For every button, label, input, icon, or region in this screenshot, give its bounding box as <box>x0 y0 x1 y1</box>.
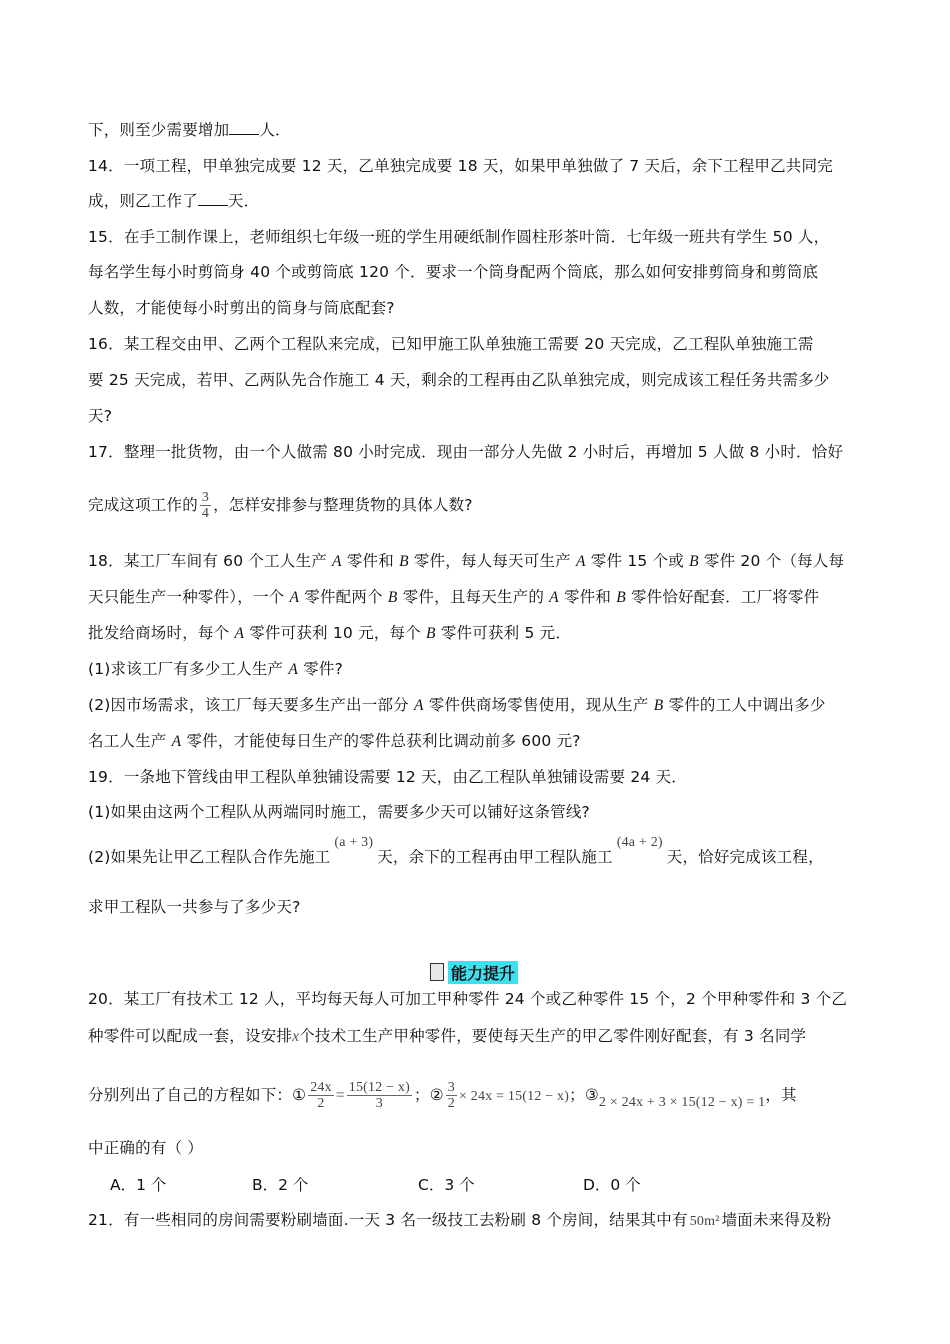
q19-text: 天，余下的工程再由甲工程队施工 <box>377 848 613 866</box>
equals-sign: = <box>335 1087 345 1104</box>
q18-line1 <box>88 549 844 571</box>
q19-part2-line2: 求甲工程队一共参与了多少天? <box>88 898 301 916</box>
q18-text: 零件的工人中调出多少 <box>663 696 826 714</box>
option-a[interactable]: A．1 个 <box>110 1176 167 1194</box>
q14-text-end: 天． <box>227 192 260 210</box>
expr-4a-plus-2: (4a + 2) <box>616 835 663 850</box>
var-a: A <box>576 553 586 570</box>
frac-numerator: 3 <box>201 490 210 505</box>
q18-text: 零件可获利 10 元，每个 <box>244 624 427 642</box>
separator: ；② <box>414 1086 444 1104</box>
option-d[interactable]: D．0 个 <box>583 1176 641 1194</box>
eq1-right-fraction <box>347 1080 412 1111</box>
q18-text: 零件可获利 5 元． <box>435 624 572 642</box>
q17-text: 完成这项工作的 <box>88 496 198 514</box>
frac-denominator: 3 <box>375 1096 383 1111</box>
q18-text: 零件配两个 <box>299 588 388 606</box>
q18-text: 零件? <box>298 660 344 678</box>
q18-text: 零件和 <box>558 588 617 606</box>
frac-denominator: 2 <box>447 1096 455 1111</box>
q17-text-end: ，怎样安排参与整理货物的具体人数? <box>213 496 473 514</box>
q17-line2 <box>88 490 473 521</box>
q17-line1: 17．整理一批货物，由一个人做需 80 小时完成．现由一部分人先做 2 小时后，再增加 5 人做 8 小时．恰好 <box>88 443 844 461</box>
frac-numerator: 3 <box>447 1080 455 1095</box>
q18-text: 零件和 <box>341 552 400 570</box>
q15-line3: 人数，才能使每小时剪出的筒身与筒底配套? <box>88 299 395 317</box>
var-b: B <box>387 589 398 606</box>
eq1-left-fraction <box>308 1080 334 1111</box>
section-heading <box>430 962 518 982</box>
q18-line2 <box>88 585 819 607</box>
q14-line2 <box>88 189 259 211</box>
q18-part1 <box>88 657 343 679</box>
q20-text: 个技术工生产甲种零件，要使每天生产的甲乙零件刚好配套，有 3 名同学 <box>299 1027 807 1045</box>
q13-text: 下，则至少需要增加 <box>88 121 230 139</box>
var-a: A <box>171 733 182 750</box>
q18-text: 零件，且每天生产的 <box>397 588 550 606</box>
q16-line1: 16．某工程交由甲、乙两个工程队来完成，已知甲施工队单独施工需要 20 天完成，乙工程队单独施工需 <box>88 335 814 353</box>
var-a: A <box>288 661 299 678</box>
var-b: B <box>653 697 664 714</box>
var-b: B <box>399 553 409 570</box>
answer-blank[interactable] <box>229 120 259 135</box>
q20-text: 种零件可以配成一套，设安排 <box>88 1027 293 1045</box>
q20-line2 <box>88 1024 806 1046</box>
q19-text: 天，恰好完成该工程， <box>666 848 824 866</box>
q18-text: 零件，每人每天可生产 <box>408 552 576 570</box>
q14-line1: 14．一项工程，甲单独完成要 12 天，乙单独完成要 18 天，如果甲单独做了 7 天后，余下工程甲乙共同完 <box>88 157 833 175</box>
q18-part2-line2 <box>88 729 581 751</box>
q20-line4: 中正确的有（ ） <box>88 1139 204 1157</box>
frac-denominator: 4 <box>201 506 210 521</box>
option-b[interactable]: B．2 个 <box>252 1176 309 1194</box>
q13-text-end: 人． <box>259 121 291 139</box>
q13-continuation <box>88 118 291 140</box>
var-b: B <box>689 553 699 570</box>
q18-part2-line1 <box>88 693 826 715</box>
q20-line1: 20．某工厂有技术工 12 人，平均每天每人可加工甲种零件 24 个或乙种零件 15 个，2 个甲种零件和 3 个乙 <box>88 990 848 1008</box>
q18-text: 18．某工厂车间有 60 个工人生产 <box>88 552 333 570</box>
q15-line2: 每名学生每小时剪筒身 40 个或剪筒底 120 个．要求一个筒身配两个筒底，那么如何安排剪筒身和剪筒底 <box>88 263 819 281</box>
separator: ；③ <box>569 1086 599 1104</box>
q16-line3: 天? <box>88 407 113 425</box>
q21-text: 墙面未来得及粉 <box>721 1211 832 1229</box>
q18-text: (2)因市场需求，该工厂每天要多生产出一部分 <box>88 696 414 714</box>
eq2-fraction <box>446 1080 457 1111</box>
q21-line1 <box>88 1208 831 1230</box>
answer-blank[interactable] <box>198 191 228 206</box>
expr-a-plus-3: (a + 3) <box>334 835 374 850</box>
q19-text: (2)如果先让甲乙工程队合作先施工 <box>88 848 331 866</box>
fraction-three-quarters <box>200 490 211 521</box>
eq2-expression: × 24x = 15(12 − x) <box>459 1089 570 1104</box>
area-value: 50m² <box>689 1214 720 1229</box>
q18-text: 零件，才能使每日生产的零件总获利比调动前多 600 元? <box>181 732 581 750</box>
q20-text: 分别列出了自己的方程如下：① <box>88 1086 307 1104</box>
frac-numerator: 15(12 − x) <box>348 1080 410 1095</box>
var-a: A <box>289 589 300 606</box>
q16-line2: 要 25 天完成，若甲、乙两队先合作施工 4 天，剩余的工程再由乙队单独完成，则完成该工程任务共需多少 <box>88 371 830 389</box>
var-b: B <box>426 625 436 642</box>
q20-line3 <box>88 1080 797 1111</box>
q18-text: 名工人生产 <box>88 732 172 750</box>
var-a: A <box>413 697 424 714</box>
q14-text: 成，则乙工作了 <box>88 192 198 210</box>
q18-text: 零件供商场零售使用，现从生产 <box>423 696 654 714</box>
q19-line1: 19．一条地下管线由甲工程队单独铺设需要 12 天，由乙工程队单独铺设需要 24 天． <box>88 768 687 786</box>
q18-text: 天只能生产一种零件），一个 <box>88 588 290 606</box>
option-c[interactable]: C．3 个 <box>418 1176 475 1194</box>
var-a: A <box>234 625 245 642</box>
frac-denominator: 2 <box>317 1096 325 1111</box>
q18-text: 零件 15 个或 <box>585 552 690 570</box>
q18-line3 <box>88 621 571 643</box>
q19-part1: (1)如果由这两个工程队从两端同时施工，需要多少天可以铺好这条管线? <box>88 803 590 821</box>
q18-text: 零件 20 个（每人每 <box>698 552 845 570</box>
q20-text: ，其 <box>765 1086 797 1104</box>
eq3-expression: 2 × 24x + 3 × 15(12 − x) = 1 <box>598 1095 766 1110</box>
var-a: A <box>332 553 342 570</box>
frac-numerator: 24x <box>310 1080 332 1095</box>
q18-text: 零件恰好配套．工厂将零件 <box>625 588 820 606</box>
heading-box-icon <box>430 963 444 981</box>
q18-text: 批发给商场时，每个 <box>88 624 235 642</box>
var-b: B <box>616 589 626 606</box>
q19-part2 <box>88 835 824 867</box>
var-x: x <box>292 1028 300 1045</box>
q15-line1: 15．在手工制作课上，老师组织七年级一班的学生用硬纸制作圆柱形茶叶筒．七年级一班共有学生 50 人， <box>88 228 830 246</box>
section-title: 能力提升 <box>448 961 518 984</box>
var-a: A <box>549 589 559 606</box>
q18-text: (1)求该工厂有多少工人生产 <box>88 660 289 678</box>
q21-text: 21．有一些相同的房间需要粉刷墙面.一天 3 名一级技工去粉刷 8 个房间，结果其中有 <box>88 1211 688 1229</box>
